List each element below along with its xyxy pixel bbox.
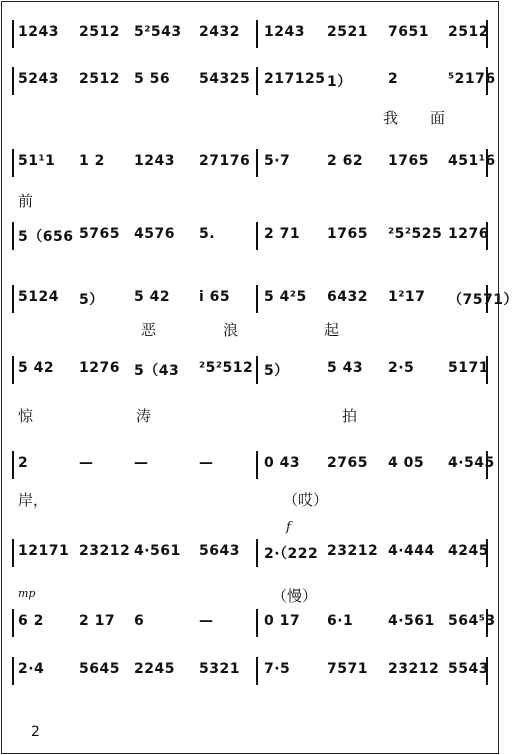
barline	[256, 20, 258, 48]
note-group: —	[199, 455, 214, 471]
note-group: 4·561	[388, 613, 435, 629]
note-group: 54325	[199, 71, 251, 87]
music-system	[12, 65, 496, 99]
lyric: 惊	[18, 407, 34, 425]
note-group: 5171	[448, 360, 489, 376]
note-group: 2245	[134, 661, 175, 677]
barline	[256, 657, 258, 685]
note-group: 6432	[327, 289, 368, 305]
note-group: 2512	[79, 24, 120, 40]
note-group: 7651	[388, 24, 429, 40]
music-system	[12, 147, 496, 181]
note-group: 0 43	[264, 455, 301, 471]
note-group: 5321	[199, 661, 240, 677]
lyric: 恶	[141, 321, 157, 339]
lyric: 拍	[342, 407, 358, 425]
note-group: 23212	[388, 661, 440, 677]
note-group: ²5²512	[199, 360, 254, 376]
note-group: 4·444	[388, 543, 435, 559]
lyric: （哎）	[283, 491, 329, 509]
note-group: 12171	[18, 543, 70, 559]
note-group: 6·1	[327, 613, 354, 629]
barline	[12, 149, 14, 177]
note-group: 1276	[79, 360, 120, 376]
barline	[12, 20, 14, 48]
note-group: 5 43	[327, 360, 364, 376]
music-system	[12, 283, 518, 317]
note-group: —	[134, 455, 149, 471]
note-group: 217125	[264, 71, 326, 87]
note-group: 5 42	[18, 360, 55, 376]
note-group: 2	[388, 71, 399, 87]
lyric: （慢）	[272, 587, 318, 605]
note-group: 1243	[18, 24, 59, 40]
music-system	[12, 607, 496, 641]
lyric: 浪	[223, 321, 239, 339]
barline	[12, 657, 14, 685]
note-group: 2·5	[388, 360, 415, 376]
note-group: 1276	[448, 226, 489, 242]
note-group: 5（656	[18, 229, 74, 245]
note-group: 1²17	[388, 289, 426, 305]
note-group: 5543	[448, 661, 489, 677]
note-group: 2432	[199, 24, 240, 40]
note-group: 7·5	[264, 661, 291, 677]
note-group: 27176	[199, 153, 251, 169]
note-group: 5.	[199, 226, 216, 242]
barline	[12, 222, 14, 250]
note-group: 5765	[79, 226, 120, 242]
note-group: 4 05	[388, 455, 425, 471]
lyric: 面	[430, 109, 446, 127]
note-group: 5（43	[134, 363, 180, 379]
barline	[12, 539, 14, 567]
page-number: 2	[31, 724, 40, 740]
note-group: 5 56	[134, 71, 171, 87]
barline	[256, 149, 258, 177]
note-group: 5²543	[134, 24, 182, 40]
barline	[12, 609, 14, 637]
note-group: 4576	[134, 226, 175, 242]
barline	[256, 67, 258, 95]
note-group: 451¹6	[448, 153, 496, 169]
note-group: 4·561	[134, 543, 181, 559]
note-group: 1 2	[79, 153, 105, 169]
note-group: 5 42	[134, 289, 171, 305]
note-group: 6	[134, 613, 145, 629]
note-group: 2 17	[79, 613, 116, 629]
note-group: 7571	[327, 661, 368, 677]
barline	[12, 285, 14, 313]
note-group: 5124	[18, 289, 59, 305]
note-group: 5643	[199, 543, 240, 559]
dynamic-forte: f	[286, 520, 291, 535]
barline	[12, 356, 14, 384]
lyric: 前	[18, 192, 34, 210]
dynamic-mezzo-piano: mp	[18, 587, 36, 600]
note-group: i 65	[199, 289, 231, 305]
note-group: 2	[18, 455, 29, 471]
music-system	[12, 537, 488, 571]
note-group: 5645	[79, 661, 120, 677]
lyric: 起	[324, 321, 340, 339]
music-system	[12, 18, 488, 52]
barline	[256, 222, 258, 250]
note-group: ²5²525	[388, 226, 443, 242]
lyric: 岸，	[18, 491, 49, 509]
barline	[256, 285, 258, 313]
barline	[256, 451, 258, 479]
note-group: 4245	[448, 543, 489, 559]
lyric: 我	[383, 109, 399, 127]
note-group: —	[199, 613, 214, 629]
note-group: 5243	[18, 71, 59, 87]
note-group: 23212	[79, 543, 131, 559]
music-system	[12, 449, 495, 483]
note-group: 2765	[327, 455, 368, 471]
note-group: 2 62	[327, 153, 364, 169]
barline	[256, 539, 258, 567]
note-group: 2512	[448, 24, 489, 40]
note-group: 1243	[264, 24, 305, 40]
note-group: 5 4²5	[264, 289, 307, 305]
note-group: —	[79, 455, 94, 471]
barline	[256, 356, 258, 384]
note-group: 1765	[327, 226, 368, 242]
barline	[12, 451, 14, 479]
music-system	[12, 220, 488, 254]
note-group: ⁵2176	[448, 71, 496, 87]
note-group: 1）	[327, 74, 352, 90]
note-group: 4·545	[448, 455, 495, 471]
barline	[12, 67, 14, 95]
note-group: 564⁵3	[448, 613, 496, 629]
note-group: 23212	[327, 543, 379, 559]
note-group: 2521	[327, 24, 368, 40]
note-group: 2 71	[264, 226, 301, 242]
note-group: 1243	[134, 153, 175, 169]
note-group: 2·4	[18, 661, 45, 677]
note-group: 5）	[79, 292, 104, 308]
note-group: 5·7	[264, 153, 291, 169]
note-group: 5）	[264, 363, 289, 379]
lyric: 涛	[136, 407, 152, 425]
note-group: 2512	[79, 71, 120, 87]
music-system	[12, 655, 488, 689]
note-group: 0 17	[264, 613, 301, 629]
music-system	[12, 354, 488, 388]
note-group: 6 2	[18, 613, 44, 629]
note-group: 51¹1	[18, 153, 56, 169]
note-group: （7571）	[448, 292, 518, 308]
barline	[256, 609, 258, 637]
note-group: 2·（222	[264, 546, 319, 562]
note-group: 1765	[388, 153, 429, 169]
